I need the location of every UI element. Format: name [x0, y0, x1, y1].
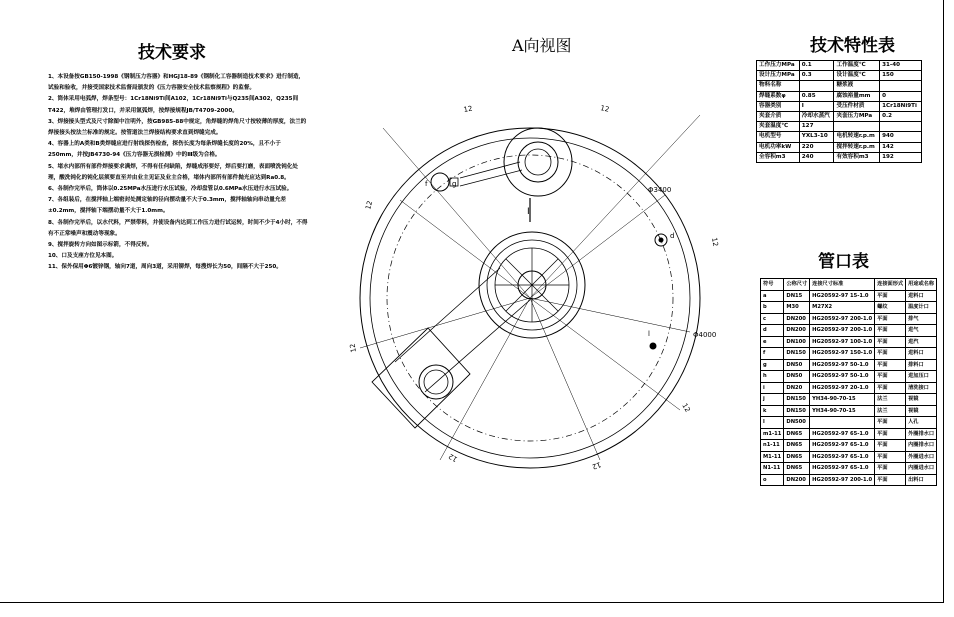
angle-label: 12	[364, 199, 375, 211]
specs-title: 技术特性表	[810, 36, 895, 56]
requirement-item: 3、焊接接头型式及尺寸除图中注明外，按GB985-88中规定，角焊缝的焊角尺寸按较薄的厚度，法兰的焊接接头按法兰标准的规定。按管道法兰焊接结构要求直到焊缝完成。	[48, 118, 307, 137]
angle-label: 12	[348, 342, 358, 354]
hub-spokes	[495, 248, 569, 322]
spec-cell: 0.85	[799, 91, 834, 101]
nozzle-label: l	[648, 330, 650, 338]
dim-inner: Φ3400	[648, 186, 672, 194]
nozzle-cell: DN50	[784, 371, 810, 383]
nozzle-cell: 视镜	[906, 405, 937, 417]
spec-cell: 腐蚀裕量mm	[834, 91, 880, 101]
nozzle-cell: 平面	[875, 428, 906, 440]
nozzle-cell: 外圈进水口	[906, 451, 937, 463]
nozzle-cell: 人孔	[906, 417, 937, 429]
spec-cell: YXL3-10	[799, 132, 834, 142]
nozzle-cell: d	[761, 325, 784, 337]
spec-cell: I	[799, 101, 834, 111]
nozzle-cell: n1-11	[761, 440, 784, 452]
spec-cell: 192	[880, 152, 922, 162]
nozzle-cell: 进加压口	[906, 371, 937, 383]
spec-cell: 夹套压力MPa	[834, 111, 880, 121]
nozzle-cell: HG20592-97 65-1.0	[810, 440, 875, 452]
nozzle-cell: M27X2	[810, 302, 875, 314]
spec-cell: 1Cr18Ni9Ti	[880, 101, 922, 111]
nozzle-cell: N1-11	[761, 463, 784, 475]
nozzle-cell: 出料口	[906, 474, 937, 486]
nozzle-cell: f	[761, 348, 784, 360]
nozzle-cell: DN200	[784, 325, 810, 337]
nozzle-cell: 平面	[875, 371, 906, 383]
nozzle-cell: HG20592-97 200-1.0	[810, 474, 875, 486]
nozzle-cell: 平面	[875, 382, 906, 394]
nozzle-cell: DN65	[784, 451, 810, 463]
spec-cell: 240	[799, 152, 834, 162]
nozzle-cell: 平面	[875, 440, 906, 452]
requirement-item: 11、保外保用Φ6镀锌钢，轴向7道，周向3道，采用铆焊，每搜焊长为50，间隔不大于250。	[48, 264, 282, 271]
spec-cell: 电机转速r.p.m	[834, 132, 880, 142]
nozzle-cell: 法兰	[875, 394, 906, 406]
nozzle-g-circle	[431, 173, 449, 191]
nozzle-header-cell: 用途或名称	[906, 279, 937, 291]
nozzle-cell: 进料口	[906, 290, 937, 302]
nozzle-label: d	[670, 232, 675, 240]
spec-cell: 电机功率kW	[757, 142, 800, 152]
nozzle-header-cell: 符号	[761, 279, 784, 291]
spec-cell: 127	[799, 122, 834, 132]
nozzle-cell: g	[761, 359, 784, 371]
nozzle-cell: h	[761, 371, 784, 383]
nozzle-cell: YH34-90-70-15	[810, 394, 875, 406]
requirement-item: 10、口及支座方位见本图。	[48, 253, 118, 260]
spec-cell: 容器类别	[757, 101, 800, 111]
top-arm	[460, 162, 522, 186]
nozzle-title: 管口表	[818, 252, 869, 272]
angle-label: 12	[599, 104, 610, 114]
nozzle-cell: HG20592-97 15-1.0	[810, 290, 875, 302]
spec-cell: 工作温度℃	[834, 61, 880, 71]
nozzle-header-cell: 公称尺寸	[784, 279, 810, 291]
nozzle-d-dot	[659, 238, 663, 242]
nozzle-cell: DN150	[784, 405, 810, 417]
angle-label: 12	[447, 451, 459, 464]
nozzle-header-cell: 连接尺寸标准	[810, 279, 875, 291]
nozzle-cell: 视镜	[906, 394, 937, 406]
nozzle-cell: DN200	[784, 474, 810, 486]
nozzle-cell: 法兰	[875, 405, 906, 417]
spec-cell: 冷却水蒸汽	[799, 111, 834, 121]
nozzle-cell: j	[761, 394, 784, 406]
nozzle-cell: HG20592-97 50-1.0	[810, 371, 875, 383]
requirement-item: 9、搅拌旋转方向如图示标箭，不得反转。	[48, 242, 153, 249]
nozzle-label: f	[425, 180, 428, 188]
nozzle-cell: DN65	[784, 428, 810, 440]
nozzle-cell: k	[761, 405, 784, 417]
leader-lines	[360, 115, 700, 460]
nozzle-cell: HG20592-97 100-1.0	[810, 336, 875, 348]
nozzle-cell: e	[761, 336, 784, 348]
nozzle-cell: o	[761, 474, 784, 486]
spec-cell: 0.3	[799, 71, 834, 81]
nozzle-cell: 进汽	[906, 336, 937, 348]
spec-cell: 工作压力MPa	[757, 61, 800, 71]
requirement-item: 6、各制作完毕后，筒体以0.25MPa水压进行水压试验，冷却盘管以0.6MPa水压进行水压试验。	[48, 186, 293, 193]
nozzle-cell: 螺纹	[875, 302, 906, 314]
spec-cell: 受压件材质	[834, 101, 880, 111]
requirements-title: 技术要求	[138, 43, 206, 63]
nozzle-cell: b	[761, 302, 784, 314]
nozzle-cell: 平面	[875, 290, 906, 302]
nozzle-cell: HG20592-97 20-1.0	[810, 382, 875, 394]
spec-cell: 0.1	[799, 61, 834, 71]
nozzle-cell: 平面	[875, 417, 906, 429]
spec-cell: 150	[880, 71, 922, 81]
nozzle-cell: DN20	[784, 382, 810, 394]
nozzle-cell: M1-11	[761, 451, 784, 463]
nozzle-cell: DN15	[784, 290, 810, 302]
nozzle-cell: HG20592-97 65-1.0	[810, 428, 875, 440]
spec-cell: 220	[799, 142, 834, 152]
nozzle-cell: HG20592-97 200-1.0	[810, 325, 875, 337]
spec-cell: 0	[880, 91, 922, 101]
nozzle-cell: 清洗接口	[906, 382, 937, 394]
nozzle-cell: DN150	[784, 394, 810, 406]
spec-cell: 焊缝系数φ	[757, 91, 800, 101]
nozzle-cell: 温度计口	[906, 302, 937, 314]
nozzle-cell: HG20592-97 50-1.0	[810, 359, 875, 371]
nozzle-cell: 平面	[875, 348, 906, 360]
nozzle-header-cell: 连接面形式	[875, 279, 906, 291]
nozzle-cell: l	[761, 417, 784, 429]
spec-cell: 940	[880, 132, 922, 142]
nozzle-cell: m1-11	[761, 428, 784, 440]
nozzle-cell: 平面	[875, 474, 906, 486]
spec-cell: 设计温度℃	[834, 71, 880, 81]
nozzle-cell: DN50	[784, 359, 810, 371]
spec-cell: 糖浆液	[834, 81, 880, 91]
nozzle-cell: a	[761, 290, 784, 302]
spec-cell: 电机型号	[757, 132, 800, 142]
nozzle-cell: 排气	[906, 313, 937, 325]
nozzle-cell: DN100	[784, 336, 810, 348]
view-title: A向视图	[512, 36, 572, 55]
view-mark: I	[527, 207, 530, 217]
angle-label: 12	[710, 236, 720, 248]
nozzle-cell: 进料口	[906, 348, 937, 360]
requirement-item: 5、堵水内部所有部件焊接要求满焊，不得有任何缺陷，焊缝成形要好，焊后要打磨，表面喷洗钝化处理，酸洗钝化的钝化层须要直至并由业主见证及业主合格，堵体内部所有部件抛光应达到Ra0.8。	[48, 163, 299, 181]
requirement-item: 8、各制作完毕后，以水代料，严禁带料，并使设备内达到工作压力进行试运转，时间不少于4小时，不得有不正常噪声和震动等现象。	[48, 219, 308, 237]
nozzle-cell: DN200	[784, 313, 810, 325]
nozzle-cell: M30	[784, 302, 810, 314]
lower-arm-lines	[395, 268, 530, 392]
angle-label: 12	[462, 104, 474, 114]
nozzle-cell: HG20592-97 65-1.0	[810, 451, 875, 463]
nozzle-cell: 平面	[875, 313, 906, 325]
nozzle-cell: HG20592-97 200-1.0	[810, 313, 875, 325]
requirement-item: 1、本设备按GB150-1998《钢制压力容器》和HGJ18-89《钢制化工容器制造技术要求》进行制造，试验和验收，并接受国家技术监督局颁发的《压力容器安全技术监察规程》的监督。	[48, 74, 305, 92]
requirement-item: 2、筒体采用电弧焊，焊条型号：1Cr18Ni9Ti间A102，1Cr18Ni9Ti与Q235间A302，Q235间T422，堆焊由管理打发口，并采用氩弧焊，按焊接规程JB/T4709-2000。	[48, 96, 299, 114]
nozzle-cell: 排料口	[906, 359, 937, 371]
nozzle-cell: i	[761, 382, 784, 394]
nozzle-cell: DN65	[784, 463, 810, 475]
spec-cell: 搅拌转速r.p.m	[834, 142, 880, 152]
top-manhole-inner	[518, 142, 558, 182]
angle-label: 12	[590, 460, 603, 471]
nozzle-cell: 平面	[875, 325, 906, 337]
angle-label: 12	[680, 402, 692, 414]
top-manhole-core	[525, 149, 551, 175]
nozzle-cell: 内圈进水口	[906, 463, 937, 475]
nozzle-cell: 内圈排水口	[906, 440, 937, 452]
spec-cell: 142	[880, 142, 922, 152]
nozzle-cell: HG20592-97 150-1.0	[810, 348, 875, 360]
nozzle-cell: 平面	[875, 463, 906, 475]
spec-cell: 0.2	[880, 111, 922, 121]
spec-cell: 夹套温度℃	[757, 122, 800, 132]
nozzle-cell: YH34-90-70-15	[810, 405, 875, 417]
spec-cell: 31-40	[880, 61, 922, 71]
nozzle-label: g	[452, 180, 457, 188]
requirement-item: 7、各组装后，在搅拌轴上端密封处测定轴的径向摆动量不大于0.3mm，搅拌轴轴向串动量允差±0.2mm，搅拌轴下端摆动量不大于1.0mm。	[48, 197, 287, 215]
nozzle-cell: 平面	[875, 336, 906, 348]
spec-cell: 物料名称	[757, 81, 800, 91]
nozzle-cell: DN500	[784, 417, 810, 429]
spec-cell: 夹套介质	[757, 111, 800, 121]
lower-arm-box	[372, 328, 470, 428]
requirement-item: 4、容器上的A类和B类焊缝应进行射线探伤检查，探伤长度为每条焊缝长度的20%，且不小于250mm，并按JB4730-94《压力容器无损检测》中的Ⅲ级为合格。	[48, 141, 281, 159]
nozzle-cell: 进气	[906, 325, 937, 337]
nozzle-cell: c	[761, 313, 784, 325]
nozzle-cell: DN150	[784, 348, 810, 360]
nozzle-cell: HG20592-97 65-1.0	[810, 463, 875, 475]
dim-outer: Φ4000	[693, 331, 717, 339]
spec-cell: 有效容积m3	[834, 152, 880, 162]
nozzle-cell: 平面	[875, 359, 906, 371]
nozzle-cell: DN65	[784, 440, 810, 452]
nozzle-cell: 外圈排水口	[906, 428, 937, 440]
nozzle-cell: 平面	[875, 451, 906, 463]
spec-cell: 全容积m3	[757, 152, 800, 162]
nozzle-l-dot	[650, 343, 656, 349]
spec-cell: 设计压力MPa	[757, 71, 800, 81]
